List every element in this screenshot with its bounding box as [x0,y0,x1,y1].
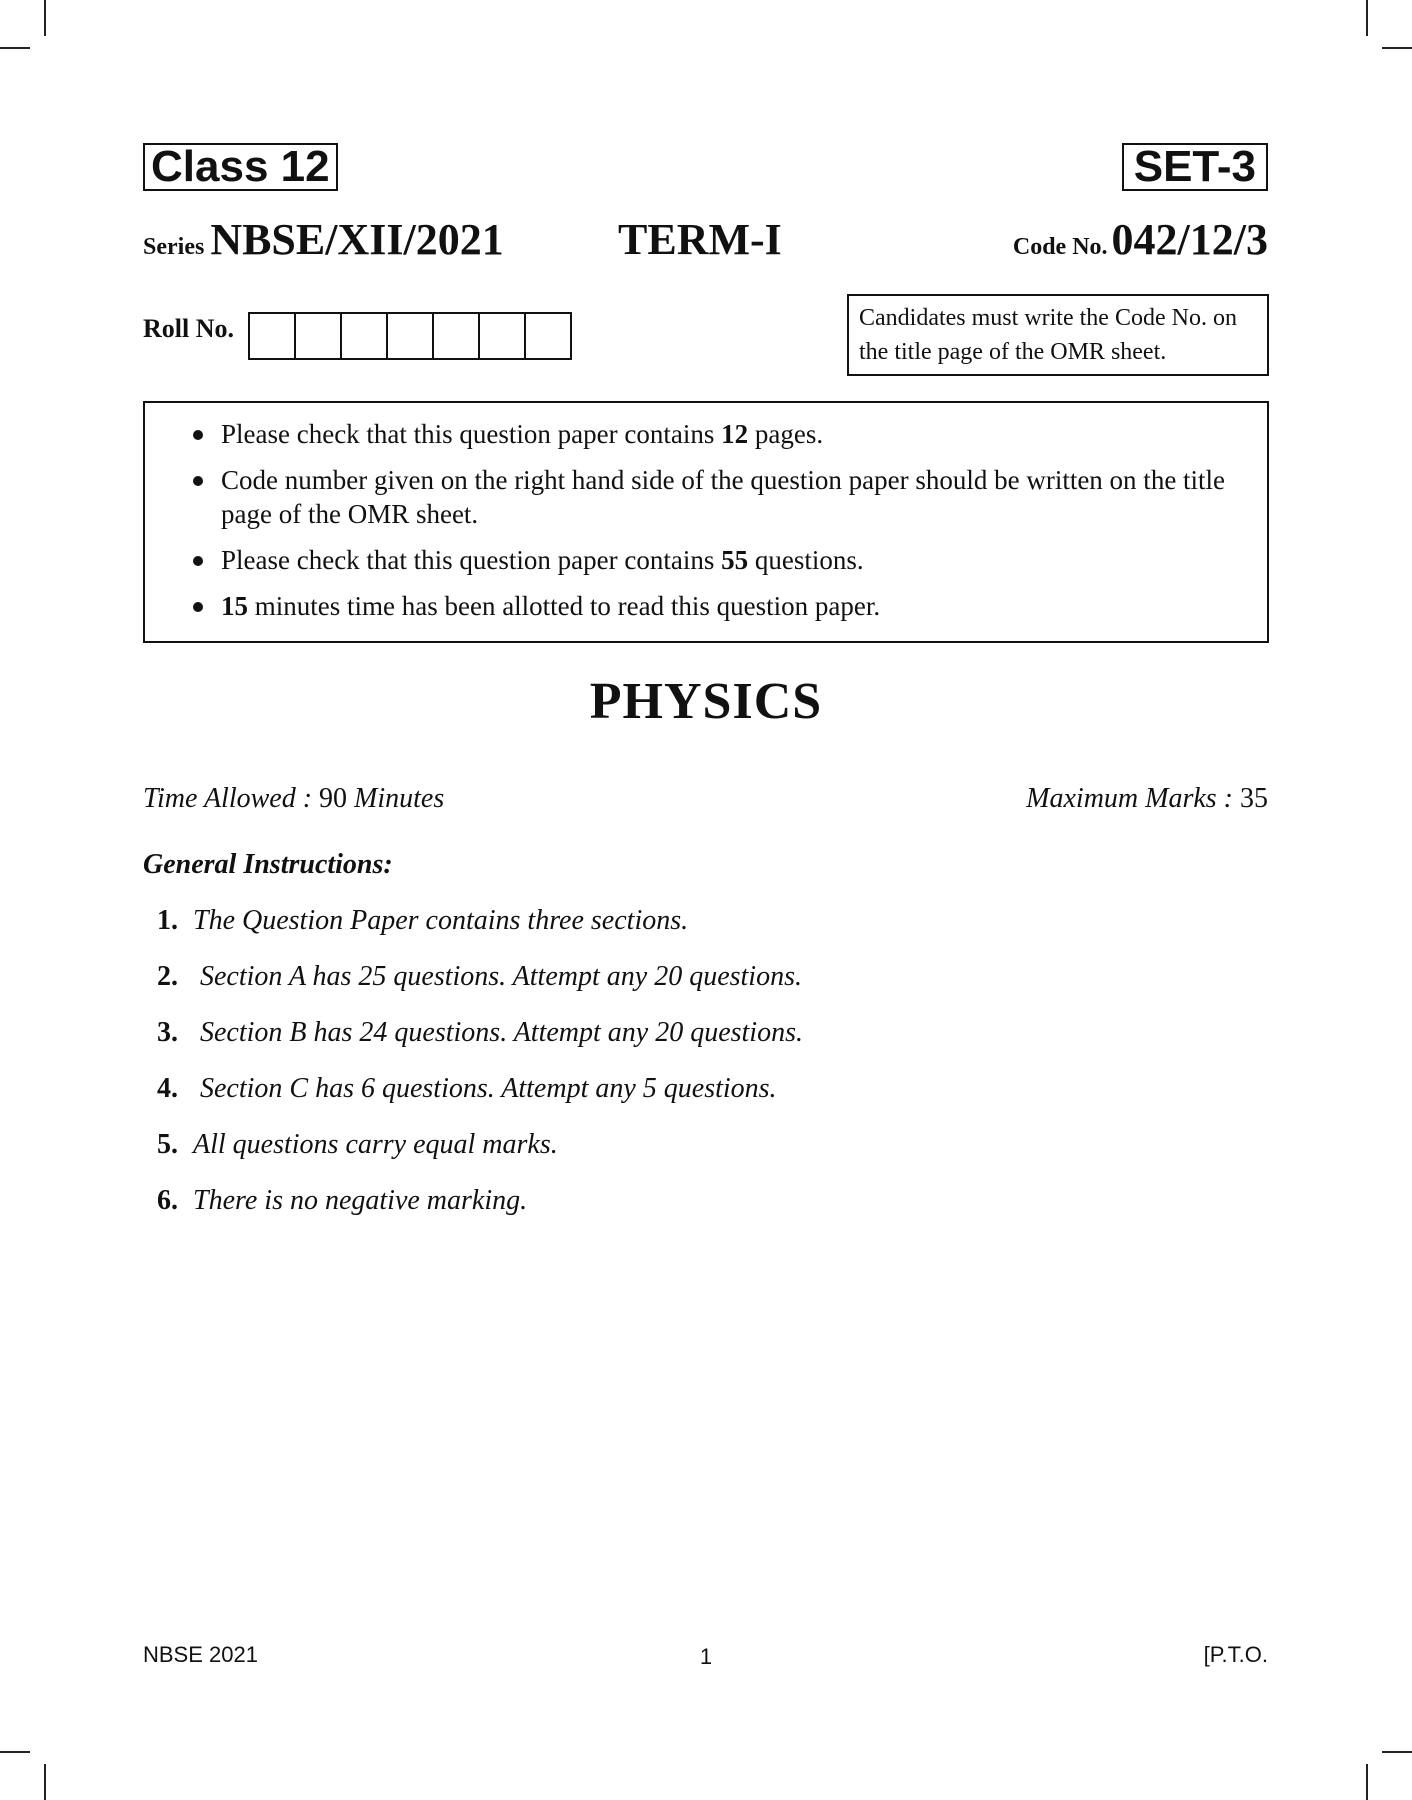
maximum-marks [1026,783,1268,815]
set-label: SET-3 [1122,143,1268,191]
term-label: TERM-I [618,215,782,264]
code-value: 042/12/3 [1111,215,1268,264]
instruction-text: The Question Paper contains three sections. [193,905,689,936]
check-bold: 55 [721,545,749,575]
bullet-icon [193,556,203,566]
series-line [143,214,504,274]
bullet-icon [193,602,203,612]
crop-mark-top-right-vertical [1366,0,1368,36]
instruction-text: Section A has 25 questions. Attempt any 20 questions. [193,961,802,992]
time-label: Time Allowed : [143,783,320,814]
code-label: Code No. [1012,234,1108,260]
instruction-number: 6. [157,1185,178,1216]
instruction-text: Section C has 6 questions. Attempt any 5 questions. [193,1073,777,1104]
check-text: questions. [748,545,864,575]
bullet-icon [193,430,203,440]
roll-number-cell [342,314,388,358]
crop-mark-top-right-horizontal [1382,47,1412,49]
time-value: 90 [319,783,348,814]
instructions-list [157,901,803,1237]
marks-value: 35 [1240,783,1268,814]
footer-board-year: NBSE 2021 [143,1642,258,1667]
instruction-text: Section B has 24 questions. Attempt any 20 questions. [193,1017,803,1048]
instruction-number: 4. [157,1073,178,1104]
check-item [193,543,1247,577]
check-text: Please check that this question paper contains [221,545,722,575]
series-value: NBSE/XII/2021 [210,215,504,264]
roll-number-cell [296,314,342,358]
please-turn-over: [P.T.O. [1203,1642,1268,1667]
page-number: 1 [699,1644,713,1669]
marks-label: Maximum Marks : [1026,783,1240,814]
crop-mark-bottom-left-horizontal [0,1751,30,1753]
class-label: Class 12 [143,143,338,191]
check-bold: 15 [221,591,248,621]
series-label: Series [143,234,205,260]
bullet-icon [193,476,203,486]
roll-number-cell [434,314,480,358]
roll-number-cell [526,314,570,358]
roll-number-cell [250,314,296,358]
instruction-item [157,1181,803,1237]
instruction-item [157,1013,803,1069]
subject-title: PHYSICS [589,673,823,730]
roll-number-label: Roll No. [143,314,234,343]
instruction-item [157,901,803,957]
instruction-item [157,1125,803,1181]
crop-mark-bottom-left-vertical [44,1764,46,1800]
time-allowed [143,783,444,815]
crop-mark-top-left-horizontal [0,47,30,49]
instruction-number: 2. [157,961,178,992]
instruction-text: All questions carry equal marks. [193,1129,558,1160]
instruction-number: 1. [157,905,178,936]
general-instructions-title: General Instructions: [143,849,393,880]
omr-code-note: Candidates must write the Code No. on the title page of the OMR sheet. [847,294,1269,376]
crop-mark-top-left-vertical [44,0,46,36]
code-line [1013,214,1268,265]
roll-number-cell [388,314,434,358]
roll-number-cell [480,314,526,358]
instruction-number: 3. [157,1017,178,1048]
check-bold: 12 [721,419,749,449]
instruction-text: There is no negative marking. [193,1185,528,1216]
check-text: pages. [748,419,824,449]
time-unit: Minutes [347,783,445,814]
check-item [193,417,1247,451]
instruction-number: 5. [157,1129,178,1160]
instruction-item [157,957,803,1013]
paper-check-box [143,401,1269,643]
check-text: Please check that this question paper contains [221,419,722,449]
instruction-item [157,1069,803,1125]
roll-number-boxes [248,312,572,360]
check-item [193,463,1247,531]
crop-mark-bottom-right-vertical [1366,1764,1368,1800]
check-text: Code number given on the right hand side of the question paper should be written on the title page of the OMR sheet. [221,465,1226,529]
check-item [193,589,1247,623]
check-text: minutes time has been allotted to read this question paper. [248,591,881,621]
crop-mark-bottom-right-horizontal [1382,1751,1412,1753]
